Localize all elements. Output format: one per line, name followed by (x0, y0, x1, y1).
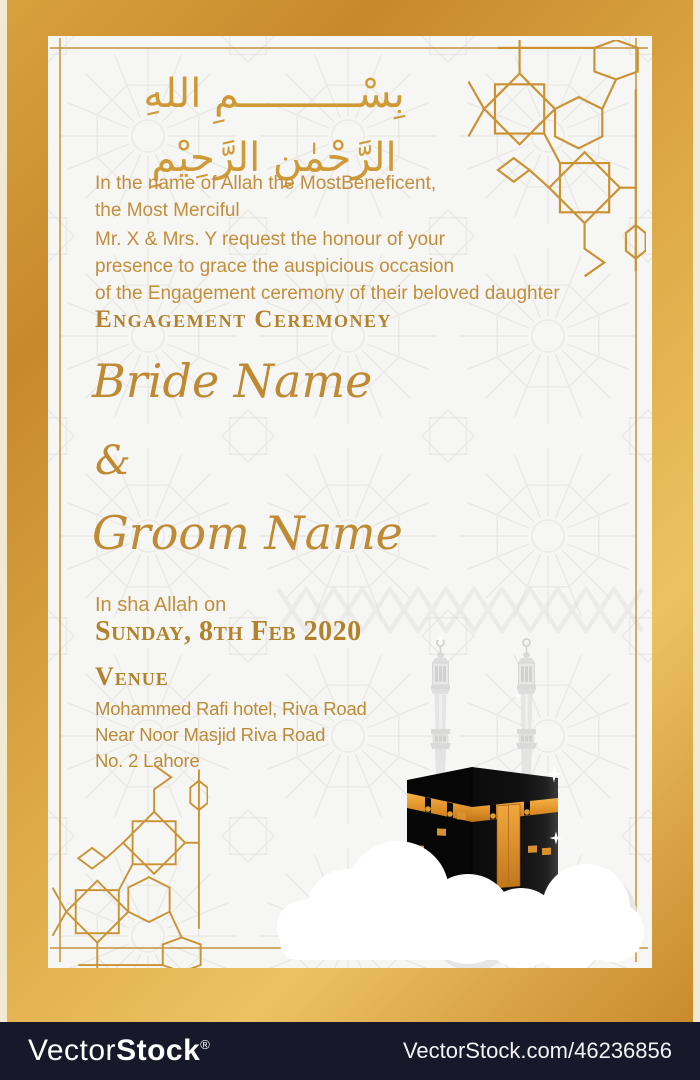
translation-line-2: the Most Merciful (95, 200, 240, 221)
bride-name: Bride Name (92, 354, 373, 408)
minaret-icon (516, 639, 537, 776)
ampersand: & (95, 438, 131, 484)
date-intro: In sha Allah on (95, 594, 227, 616)
groom-name: Groom Name (92, 506, 403, 560)
registered-mark-icon: ® (200, 1037, 211, 1052)
bismillah-calligraphy: بِسْــــــــــمِ اللهِ الرَّحْمٰنِ الرَّحِيْمِ (143, 71, 405, 181)
venue-line-1: Mohammed Rafi hotel, Riva Road (95, 698, 367, 719)
translation-line-1: In the name of Allah the MostBeneficent, (95, 173, 437, 194)
venue-label: Venue (95, 662, 169, 691)
event-date: Sunday, 8th Feb 2020 (95, 616, 362, 647)
watermark-bar (0, 1022, 700, 1080)
logo-vector-text: Vector (28, 1034, 117, 1067)
invitation-card (48, 36, 652, 968)
invitation-line-1: Mr. X & Mrs. Y request the honour of your (95, 229, 445, 250)
venue-line-2: Near Noor Masjid Riva Road (95, 724, 326, 745)
venue-line-3: No. 2 Lahore (95, 750, 200, 771)
invitation-line-2: presence to grace the auspicious occasion (95, 256, 455, 277)
minaret-icon (430, 639, 451, 776)
event-title: Engagement Ceremoney (95, 306, 392, 333)
invitation-text (95, 226, 560, 307)
kaaba-door (497, 804, 520, 888)
watermark-url: VectorStock.com/46236856 (402, 1038, 672, 1063)
bismillah-translation (95, 170, 436, 224)
invitation-line-3: of the Engagement ceremony of their beloved daughter (95, 283, 560, 304)
kaaba-illustration (248, 591, 652, 968)
corner-ornament-bottom-left (52, 748, 208, 968)
logo-stock-text: Stock (116, 1034, 201, 1067)
vectorstock-logo (28, 1034, 210, 1068)
